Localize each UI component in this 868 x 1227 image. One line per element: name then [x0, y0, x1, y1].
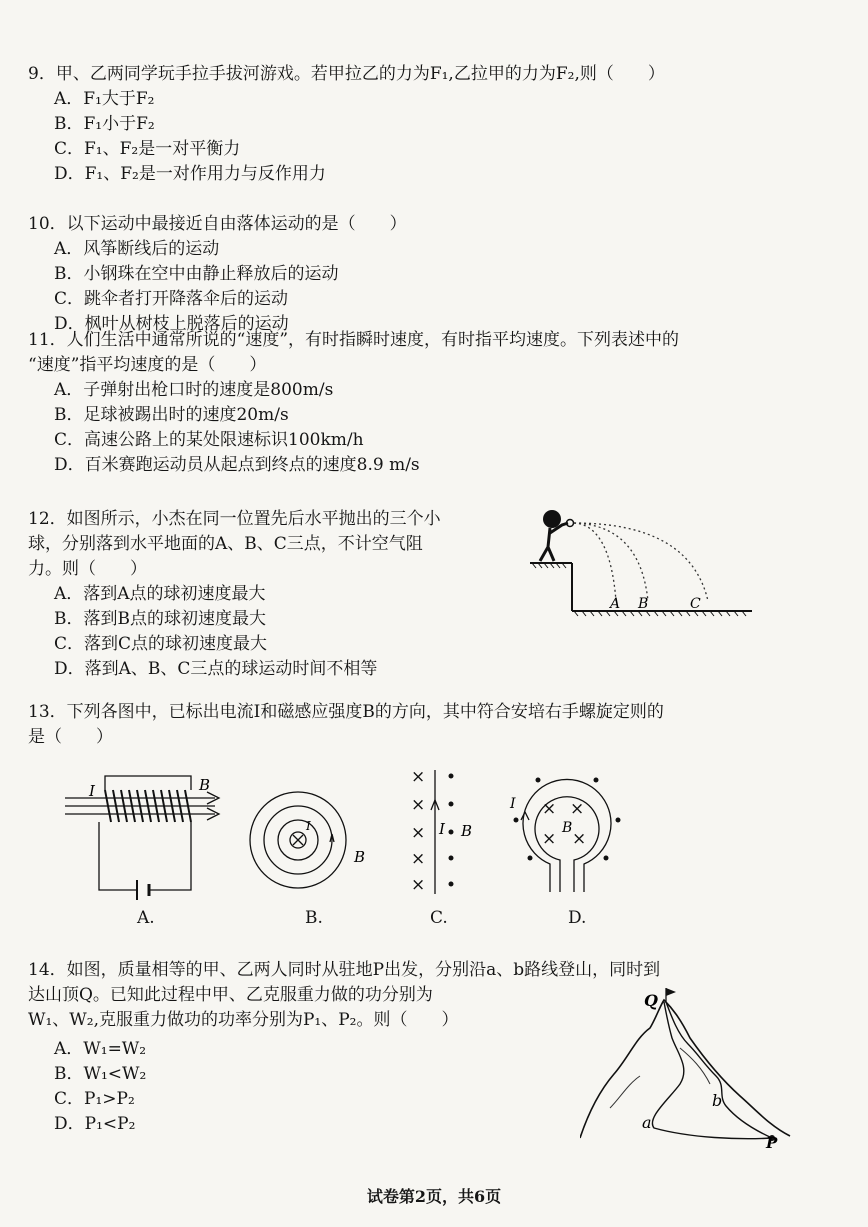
- option-c: C．高速公路上的某处限速标识100km/h: [54, 430, 364, 450]
- caption-d: D.: [568, 908, 587, 928]
- caption-b: B.: [305, 908, 323, 928]
- option-b: B．W₁<W₂: [54, 1064, 147, 1084]
- label-b: B: [354, 848, 366, 866]
- label-i: I: [89, 782, 95, 800]
- label-i: I: [306, 819, 311, 833]
- option-d: D．落到A、B、C三点的球运动时间不相等: [54, 659, 378, 679]
- label-i: I: [510, 796, 516, 812]
- question-13: [28, 700, 664, 750]
- option-a: A．W₁=W₂: [54, 1039, 147, 1059]
- question-10: [28, 212, 407, 337]
- svg-text:×: ×: [411, 849, 426, 869]
- question-stem-continued: 是（ ）: [28, 727, 113, 747]
- mountain-figure: [580, 988, 810, 1148]
- svg-text:×: ×: [411, 767, 426, 787]
- option-d: D．枫叶从树枝上脱落后的运动: [54, 314, 289, 334]
- path-a: [652, 1002, 772, 1139]
- label-p: P: [766, 1134, 778, 1148]
- option-c: C．落到C点的球初速度最大: [54, 634, 268, 654]
- label-i: I: [439, 820, 445, 838]
- option-b: B．落到B点的球初速度最大: [54, 609, 266, 629]
- question-stem-continued: “速度”指平均速度的是（ ）: [28, 355, 267, 375]
- option-d: D．P₁<P₂: [54, 1114, 136, 1134]
- caption-c: C.: [430, 908, 448, 928]
- question-stem: 13．下列各图中，已标出电流I和磁感应强度B的方向，其中符合安培右手螺旋定则的: [28, 702, 664, 722]
- svg-text:×: ×: [411, 875, 426, 895]
- figure-13b-circles: [246, 790, 366, 890]
- caption-a: A.: [137, 908, 155, 928]
- question-11: [28, 328, 679, 478]
- option-b: B．足球被踢出时的速度20m/s: [54, 405, 289, 425]
- question-9: [28, 62, 665, 187]
- option-a: A．F₁大于F₂: [54, 89, 155, 109]
- svg-text:×: ×: [411, 823, 426, 843]
- question-stem: 9．甲、乙两同学玩手拉手拔河游戏。若甲拉乙的力为F₁,乙拉甲的力为F₂,则（ ）: [28, 64, 665, 84]
- option-b: B．F₁小于F₂: [54, 114, 155, 134]
- person-head: [543, 510, 561, 528]
- trajectory-a: [574, 523, 616, 601]
- option-b: B．小钢珠在空中由静止释放后的运动: [54, 264, 339, 284]
- option-c: C．P₁>P₂: [54, 1089, 135, 1109]
- question-stem: 12．如图所示，小杰在同一位置先后水平抛出的三个小: [28, 509, 441, 529]
- question-stem-continued: 达山顶Q。已知此过程中甲、乙克服重力做的功分别为: [28, 985, 433, 1005]
- projectile-figure: [530, 505, 760, 625]
- label-b: B: [461, 822, 473, 840]
- label-q: Q: [644, 991, 658, 1010]
- question-stem: 10．以下运动中最接近自由落体运动的是（ ）: [28, 214, 407, 234]
- option-a: A．落到A点的球初速度最大: [54, 584, 266, 604]
- option-c: C．F₁、F₂是一对平衡力: [54, 139, 241, 159]
- question-14: [28, 958, 660, 1137]
- question-stem: 14．如图，质量相等的甲、乙两人同时从驻地P出发，分别沿a、b路线登山，同时到: [28, 960, 661, 980]
- label-c: C: [690, 596, 701, 612]
- label-b: b: [712, 1091, 723, 1110]
- figure-13c-wire: [405, 762, 485, 902]
- question-stem-continued: 力。则（ ）: [28, 559, 147, 579]
- label-b: B: [638, 596, 649, 612]
- person-body: [540, 523, 568, 561]
- question-12: [28, 507, 441, 682]
- svg-text:×: ×: [542, 829, 557, 849]
- svg-text:×: ×: [542, 799, 557, 819]
- label-b: B: [199, 776, 211, 794]
- trajectory-b: [574, 523, 648, 601]
- figure-13d-loop: [508, 768, 628, 898]
- option-c: C．跳伞者打开降落伞后的运动: [54, 289, 289, 309]
- svg-text:×: ×: [570, 799, 585, 819]
- svg-text:×: ×: [411, 795, 426, 815]
- label-a: a: [642, 1113, 652, 1132]
- question-stem-continued: W₁、W₂,克服重力做功的功率分别为P₁、P₂。则（ ）: [28, 1010, 459, 1030]
- question-stem-continued: 球，分别落到水平地面的A、B、C三点，不计空气阻: [28, 534, 423, 554]
- trajectory-c: [574, 523, 708, 601]
- option-d: D．百米赛跑运动员从起点到终点的速度8.9 m/s: [54, 455, 420, 475]
- svg-text:×: ×: [572, 829, 587, 849]
- label-a: A: [610, 596, 621, 612]
- option-a: A．风筝断线后的运动: [54, 239, 220, 259]
- option-a: A．子弹射出枪口时的速度是800m/s: [54, 380, 334, 400]
- option-d: D．F₁、F₂是一对作用力与反作用力: [54, 164, 326, 184]
- page-footer: 试卷第2页，共6页: [366, 1187, 502, 1206]
- question-stem: 11．人们生活中通常所说的“速度”，有时指瞬时速度，有时指平均速度。下列表述中的: [28, 330, 680, 350]
- label-b: B: [562, 820, 573, 836]
- mountain-outline: [580, 1000, 790, 1138]
